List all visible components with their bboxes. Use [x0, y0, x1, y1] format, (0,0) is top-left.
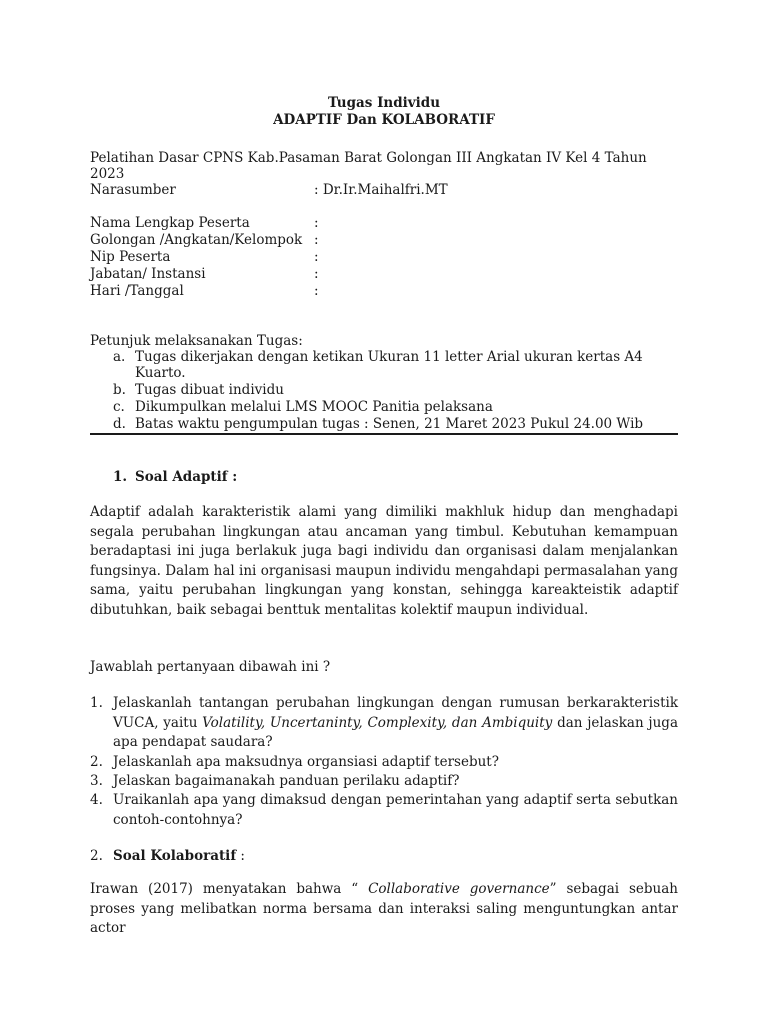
document-title: Tugas Individu: [327, 95, 441, 111]
field-colon-nip: :: [314, 249, 319, 265]
question-item: Jelaskanlah apa maksudnya organsiasi adaptif tersebut?: [113, 754, 499, 770]
field-colon-jabatan: :: [314, 266, 319, 282]
field-label-hari: Hari /Tanggal: [90, 283, 184, 299]
document-subtitle: ADAPTIF Dan KOLABORATIF: [273, 112, 495, 128]
speaker-label: Narasumber: [90, 182, 176, 198]
instruction-item: Dikumpulkan melalui LMS MOOC Panitia pelaksana: [135, 399, 493, 415]
question-number: 3.: [90, 773, 103, 789]
instruction-item: Tugas dikerjakan dengan ketikan Ukuran 11 letter Arial ukuran kertas A4: [135, 349, 643, 365]
field-label-name: Nama Lengkap Peserta: [90, 215, 250, 231]
question-item: Jelaskan bagaimanakah panduan perilaku adaptif?: [113, 773, 460, 789]
section1-heading: Soal Adaptif :: [135, 469, 238, 485]
question-number: 4.: [90, 792, 103, 808]
field-label-golongan: Golongan /Angkatan/Kelompok: [90, 232, 303, 248]
instruction-item-cont: Kuarto.: [135, 365, 186, 381]
field-colon-golongan: :: [314, 232, 319, 248]
instruction-item: Tugas dibuat individu: [135, 382, 284, 398]
field-colon-name: :: [314, 215, 319, 231]
question-item: Jelaskanlah tantangan perubahan lingkungan dengan rumusan berkarakteristik VUCA, yaitu Volatility, Uncertaninty, Complexity, dan Ambiquity dan jelaskan juga apa pendapat saudara?: [113, 695, 678, 750]
question-number: 1.: [90, 695, 103, 711]
section2-heading: Soal Kolaboratif: [113, 848, 237, 864]
section1-number: 1.: [113, 469, 128, 485]
instruction-item: Batas waktu pengumpulan tugas : Senen, 21 Maret 2023 Pukul 24.00 Wib: [135, 416, 644, 432]
section2-heading-line: Soal Kolaboratif :: [113, 848, 245, 864]
field-label-jabatan: Jabatan/ Instansi: [90, 266, 206, 282]
question-item: Uraikanlah apa yang dimaksud dengan pemerintahan yang adaptif serta sebutkan contoh-contohnya?: [113, 792, 678, 828]
instructions-heading: Petunjuk melaksanakan Tugas:: [90, 333, 303, 349]
training-info-line2: 2023: [90, 166, 125, 182]
questions-prompt: Jawablah pertanyaan dibawah ini ?: [90, 659, 331, 675]
training-info-line1: Pelatihan Dasar CPNS Kab.Pasaman Barat Golongan III Angkatan IV Kel 4 Tahun: [90, 150, 647, 166]
section2-number: 2.: [90, 848, 103, 864]
section1-paragraph: Adaptif adalah karakteristik alami yang dimiliki makhluk hidup dan menghadapi segala perubahan lingkungan atau ancaman yang timbul. Kebutuhan kemampuan beradaptasi ini juga berlakuk juga bagi individu dan organisasi dalam menjalankan fungsinya. Dalam hal ini organisasi maupun individu mengahdapi permasalahan yang sama, yaitu perubahan lingkungan yang konstan, sehingga kareakteistik adaptif dibutuhkan, baik sebagai benttuk mentalitas kolektif maupun individual.: [90, 504, 678, 618]
instruction-marker: d.: [113, 416, 126, 432]
section2-paragraph: Irawan (2017) menyatakan bahwa “ Collaborative governance” sebagai sebuah proses yang melibatkan norma bersama dan interaksi saling menguntungkan antar actor: [90, 881, 678, 936]
speaker-value: : Dr.Ir.Maihalfri.MT: [314, 182, 448, 198]
instruction-marker: b.: [113, 382, 126, 398]
field-label-nip: Nip Peserta: [90, 249, 171, 265]
instruction-marker: a.: [113, 349, 126, 365]
field-colon-hari: :: [314, 283, 319, 299]
horizontal-rule: [90, 433, 678, 435]
instruction-marker: c.: [113, 399, 125, 415]
question-number: 2.: [90, 754, 103, 770]
